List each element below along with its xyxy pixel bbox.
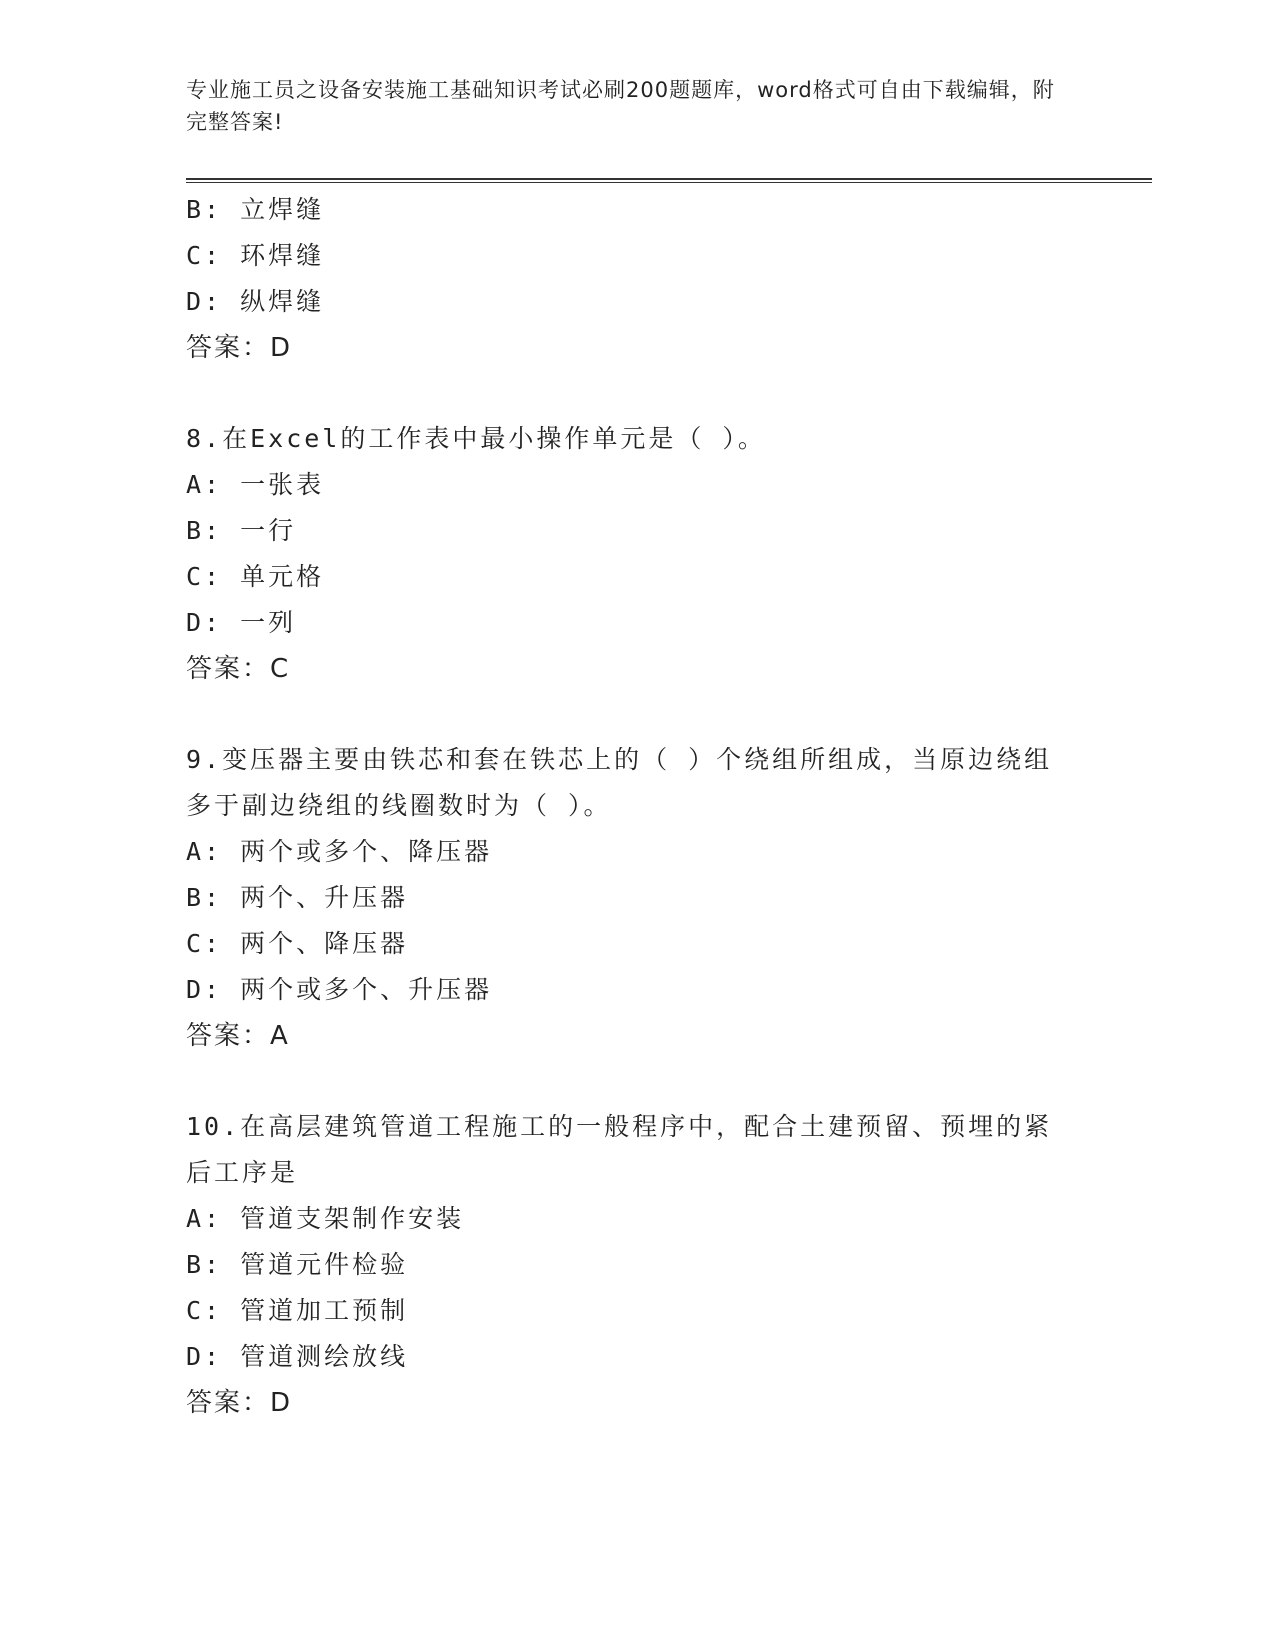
option-d: D: 两个或多个、升压器 <box>186 975 493 1004</box>
option-a: A: 一张表 <box>186 470 325 499</box>
option-b: B: 一行 <box>186 516 297 545</box>
question-text: 9.变压器主要由铁芯和套在铁芯上的（ ）个绕组所组成，当原边绕组多于副边绕组的线圈数时为（ ）。 <box>186 745 1053 820</box>
option-d: D: 管道测绘放线 <box>186 1342 409 1371</box>
answer-line: 答案：D <box>186 333 293 363</box>
header-divider <box>186 178 1152 183</box>
header-title: 专业施工员之设备安装施工基础知识考试必刷200题题库，word格式可自由下载编辑，附完整答案! <box>186 78 1055 134</box>
option-d: D: 纵焊缝 <box>186 287 325 316</box>
option-c: C: 两个、降压器 <box>186 929 409 958</box>
option-b: B: 立焊缝 <box>186 195 325 224</box>
question-10 <box>186 1104 1066 1426</box>
answer-line: 答案：C <box>186 654 291 684</box>
option-c: C: 环焊缝 <box>186 241 325 270</box>
spacer <box>186 1059 1066 1104</box>
question-text: 8.在Excel的工作表中最小操作单元是（ ）。 <box>186 424 766 453</box>
question-8 <box>186 416 1066 692</box>
option-a: A: 两个或多个、降压器 <box>186 837 493 866</box>
page-header <box>186 74 1066 138</box>
spacer <box>186 692 1066 737</box>
question-9 <box>186 737 1066 1059</box>
answer-line: 答案：D <box>186 1388 293 1418</box>
option-b: B: 管道元件检验 <box>186 1250 409 1279</box>
answer-line: 答案：A <box>186 1021 290 1051</box>
question-list <box>186 187 1066 1426</box>
question-7-continued <box>186 187 1066 371</box>
option-d: D: 一列 <box>186 608 297 637</box>
spacer <box>186 371 1066 416</box>
question-text: 10.在高层建筑管道工程施工的一般程序中，配合土建预留、预埋的紧后工序是 <box>186 1112 1053 1187</box>
option-b: B: 两个、升压器 <box>186 883 409 912</box>
option-c: C: 管道加工预制 <box>186 1296 409 1325</box>
option-c: C: 单元格 <box>186 562 325 591</box>
option-a: A: 管道支架制作安装 <box>186 1204 465 1233</box>
